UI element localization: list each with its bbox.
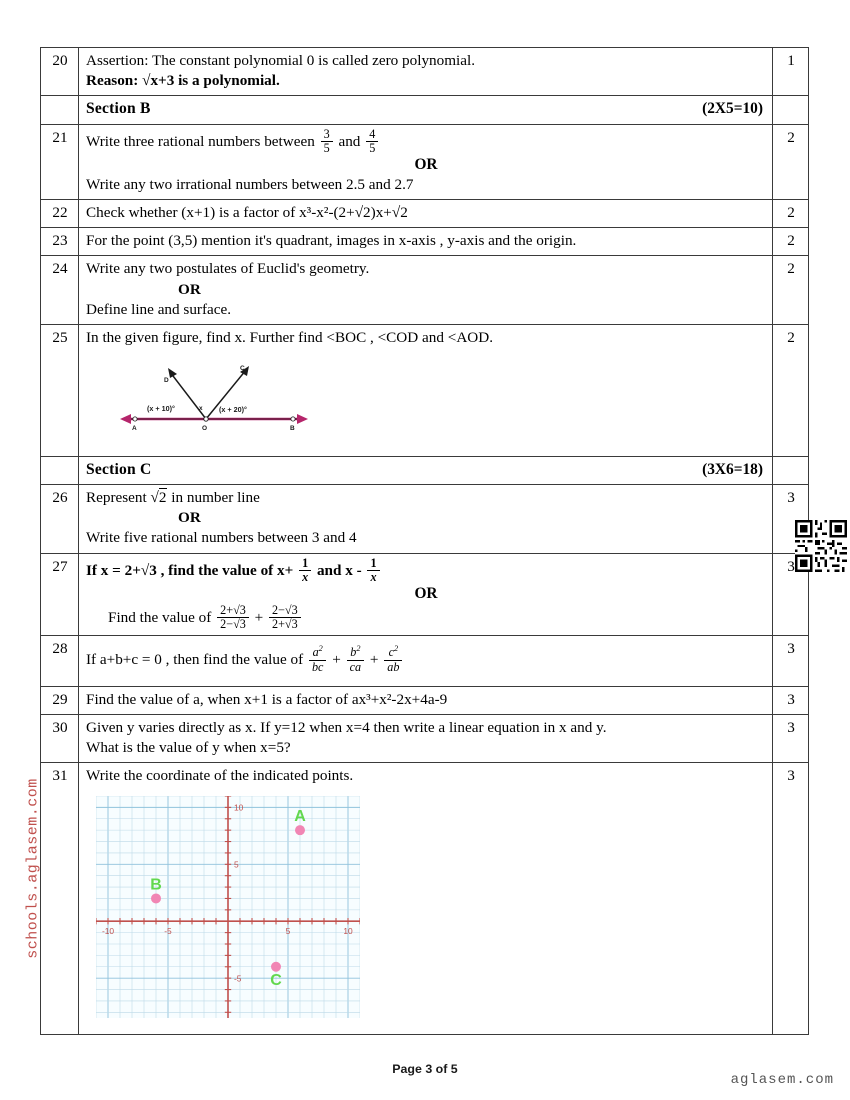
arrow-d-icon [168, 368, 177, 378]
question-marks: 3 [773, 553, 809, 636]
fraction-b2-ca [347, 645, 364, 673]
qr-code-icon[interactable] [795, 520, 847, 572]
table-row-section [41, 456, 809, 485]
numerator-exponent: 2 [356, 644, 361, 654]
table-row [41, 553, 809, 636]
table-row [41, 48, 809, 96]
fraction-surd-1 [217, 604, 249, 631]
side-watermark: schools.aglasem.com [24, 778, 42, 959]
question-number: 22 [41, 200, 79, 228]
label-point-c: C [240, 364, 245, 372]
fraction-numerator: 1 [370, 555, 377, 570]
x-tick-label: 5 [285, 926, 291, 937]
numerator-exponent: 2 [393, 644, 399, 654]
table-row [41, 228, 809, 256]
sqrt-radicand: 2 [158, 489, 167, 507]
plus-operator: + [254, 609, 264, 627]
section-marks-formula: (3X6=18) [702, 460, 763, 478]
or-separator-wrap [86, 508, 766, 528]
x-tick-label: -10 [101, 926, 115, 937]
or-separator: OR [178, 280, 201, 298]
table-row-section [41, 96, 809, 125]
point-a-marker [133, 417, 137, 421]
y-tick-label: -5 [234, 973, 242, 984]
question-number: 27 [41, 553, 79, 636]
question-mid: and x - [316, 561, 362, 579]
section-title: Section C [86, 460, 152, 478]
question-marks: 3 [773, 686, 809, 714]
or-separator: OR [414, 155, 438, 173]
fraction-denominator: ab [384, 660, 402, 674]
question-text-line: Assertion: The constant polynomial 0 is called zero polynomial. [86, 52, 476, 69]
x-tick-label: 10 [343, 926, 353, 937]
question-text-line [86, 639, 766, 681]
table-row [41, 636, 809, 686]
fraction-surd-2 [269, 604, 301, 631]
question-marks: 2 [773, 124, 809, 200]
numerator-exponent: 2 [318, 644, 323, 654]
fraction-a2-bc [309, 645, 326, 673]
question-text-line: Find the value of a, when x+1 is a factor of ax³+x²-2x+4a-9 [86, 690, 448, 708]
footer-page-number: Page 3 of 5 [392, 1062, 458, 1076]
question-marks: 3 [773, 636, 809, 686]
data-point-label: C [270, 971, 282, 989]
question-number: 29 [41, 686, 79, 714]
fraction-denominator: 2+√3 [269, 617, 301, 631]
or-separator: OR [414, 584, 438, 602]
angles-figure-svg [114, 360, 314, 440]
question-lead: Write three rational numbers between [86, 132, 315, 150]
label-point-d: D [164, 376, 169, 384]
fraction-numerator [347, 645, 364, 659]
question-paper-table [40, 47, 809, 1035]
fraction-numerator: 2+√3 [220, 603, 246, 618]
question-body [79, 714, 773, 762]
or-separator-wrap [86, 280, 766, 300]
question-body [79, 228, 773, 256]
question-text-line: In the given figure, find x. Further find <BOC , <COD and <AOD. [86, 328, 494, 346]
section-header [79, 456, 773, 485]
table-row [41, 762, 809, 1034]
data-point-label: B [150, 876, 162, 894]
fraction-numerator: 4 [369, 126, 376, 141]
fraction-denominator: x [367, 570, 379, 584]
numerator-base: c [388, 645, 394, 660]
question-number: 21 [41, 124, 79, 200]
fraction-denominator: 2−√3 [217, 617, 249, 631]
x-tick-label: -5 [164, 926, 172, 937]
fraction-denominator: 5 [366, 141, 378, 155]
question-text-line: Given y varies directly as x. If y=12 when x=4 then write a linear equation in x and y. [86, 718, 607, 736]
label-point-a: A [132, 424, 137, 432]
section-marks-formula: (2X5=10) [702, 100, 763, 118]
question-text-line: For the point (3,5) mention it's quadrant, images in x-axis , y-axis and the origin. [86, 232, 577, 250]
coordinate-grid-svg [96, 796, 360, 1018]
question-lead-post: in number line [171, 489, 260, 507]
fraction-c2-ab [384, 645, 402, 673]
question-text-line: Reason: √x+3 is a polynomial. [86, 72, 280, 90]
question-marks: 2 [773, 256, 809, 324]
section-number [41, 456, 79, 485]
question-number: 30 [41, 714, 79, 762]
question-marks: 3 [773, 485, 809, 553]
table-row [41, 686, 809, 714]
question-text-line: Write any two postulates of Euclid's geometry. [86, 260, 370, 278]
numerator-base: b [350, 645, 357, 660]
fraction-denominator: x [299, 570, 311, 584]
fraction-three-fifths [321, 128, 333, 155]
figure-bottom-spacer [86, 446, 766, 452]
label-point-b: B [290, 424, 295, 432]
question-body [79, 48, 773, 96]
data-point [295, 825, 305, 835]
coordinate-grid-figure [96, 796, 766, 1024]
fraction-numerator: 2−√3 [272, 603, 298, 618]
question-body [79, 686, 773, 714]
question-number: 25 [41, 324, 79, 456]
numerator-base: a [312, 645, 319, 660]
question-alternative [108, 604, 766, 631]
question-lead: If x = 2+√3 , find the value of x+ [86, 561, 294, 579]
fraction-denominator: 5 [321, 141, 333, 155]
question-text-line: Check whether (x+1) is a factor of x³-x²-(2+√2)x+√2 [86, 204, 408, 222]
point-b-marker [291, 417, 295, 421]
angle-mid-label: x [199, 404, 203, 412]
table-row [41, 200, 809, 228]
table-row [41, 714, 809, 762]
question-text-line: What is the value of y when x=5? [86, 738, 291, 756]
fraction-numerator: 1 [302, 555, 309, 570]
question-marks: 2 [773, 228, 809, 256]
question-number: 24 [41, 256, 79, 324]
y-tick-label: 5 [234, 859, 239, 870]
section-header [79, 96, 773, 125]
arrow-right-icon [297, 414, 308, 424]
label-point-o: O [202, 424, 208, 432]
question-alternative: Write five rational numbers between 3 and 4 [86, 529, 357, 547]
angle-right-label: (x + 20)° [219, 404, 247, 414]
question-marks: 2 [773, 324, 809, 456]
angle-left-label: (x + 10)° [147, 403, 175, 413]
question-text-line [86, 557, 766, 584]
plus-operator: + [332, 651, 341, 669]
conjunction: and [338, 132, 361, 150]
data-point-label: A [294, 808, 306, 826]
fraction-denominator: bc [309, 660, 326, 674]
section-marks [773, 456, 809, 485]
question-body [79, 762, 773, 1034]
point-o-marker [204, 417, 208, 421]
sqrt-two: √2 [150, 489, 167, 507]
table-row [41, 124, 809, 200]
arrow-left-icon [120, 414, 131, 424]
question-lead: Represent [86, 489, 147, 507]
question-number: 31 [41, 762, 79, 1034]
angles-on-line-figure [114, 360, 766, 446]
fraction-denominator: ca [347, 660, 364, 674]
question-body [79, 636, 773, 686]
question-body [79, 124, 773, 200]
question-body [79, 200, 773, 228]
question-marks: 1 [773, 48, 809, 96]
question-body [79, 324, 773, 456]
fraction-numerator: 3 [323, 126, 330, 141]
question-lead: If a+b+c = 0 , then find the value of [86, 651, 304, 669]
question-marks: 2 [773, 200, 809, 228]
fraction-four-fifths [366, 128, 378, 155]
alternative-lead: Find the value of [108, 609, 212, 627]
question-marks: 3 [773, 714, 809, 762]
question-number: 28 [41, 636, 79, 686]
question-number: 26 [41, 485, 79, 553]
section-number [41, 96, 79, 125]
question-alternative: Write any two irrational numbers between 2.5 and 2.7 [86, 176, 414, 194]
or-separator: OR [178, 509, 201, 527]
fraction-numerator [384, 645, 402, 659]
question-alternative: Define line and surface. [86, 300, 232, 318]
data-point [151, 893, 161, 903]
table-row [41, 256, 809, 324]
question-text-line [86, 128, 766, 155]
question-body [79, 485, 773, 553]
question-number: 20 [41, 48, 79, 96]
question-text-line: Write the coordinate of the indicated points. [86, 766, 354, 784]
question-marks: 3 [773, 762, 809, 1034]
question-text-line [86, 488, 766, 508]
section-title: Section B [86, 100, 151, 118]
data-point [271, 962, 281, 972]
fraction-one-over-x [299, 557, 311, 584]
section-marks [773, 96, 809, 125]
footer-brand: aglasem.com [730, 1072, 834, 1088]
table-row [41, 485, 809, 553]
question-body [79, 553, 773, 636]
fraction-numerator [309, 645, 326, 659]
y-tick-label: 10 [234, 802, 244, 813]
fraction-one-over-x-2 [367, 557, 379, 584]
question-number: 23 [41, 228, 79, 256]
plus-operator: + [369, 651, 379, 669]
table-row [41, 324, 809, 456]
question-body [79, 256, 773, 324]
